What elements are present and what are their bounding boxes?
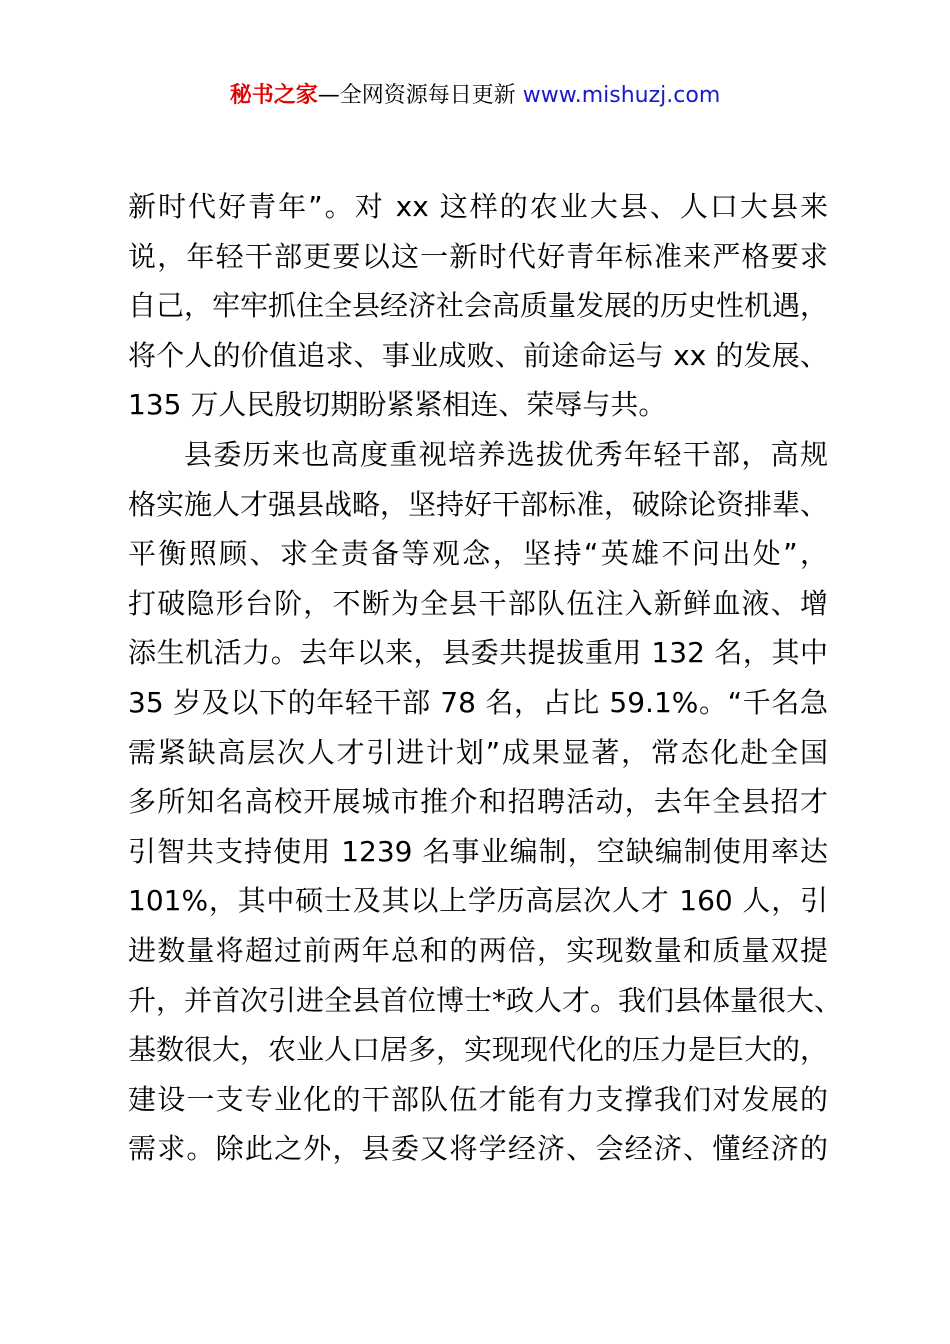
site-url-link[interactable]: www.mishuzj.com (522, 83, 721, 108)
text-line: 进数量将超过前两年总和的两倍，实现数量和质量双提 (128, 933, 828, 967)
text-line: 基数很大，农业人口居多，实现现代化的压力是巨大的， (128, 1033, 829, 1067)
text-line: 自己，牢牢抓住全县经济社会高质量发展的历史性机遇， (128, 289, 829, 323)
text-line: 格实施人才强县战略，坚持好干部标准，破除论资排辈、 (128, 487, 829, 521)
text-line: 引智共支持使用 1239 名事业编制，空缺编制使用率达 (128, 834, 828, 868)
text-line: 35 岁及以下的年轻干部 78 名，占比 59.1%。“千名急 (128, 685, 828, 719)
text-line: 135 万人民殷切期盼紧紧相连、荣辱与共。 (128, 388, 667, 422)
text-line: 多所知名高校开展城市推介和招聘活动，去年全县招才 (128, 785, 828, 819)
text-line: 升，并首次引进全县首位博士*政人才。我们县体量很大、 (128, 983, 843, 1017)
header-slogan: —全网资源每日更新 (317, 83, 523, 108)
text-line: 需求。除此之外，县委又将学经济、会经济、懂经济的 (128, 1132, 828, 1166)
paragraph-1 (128, 182, 828, 430)
brand-name: 秘书之家 (229, 83, 318, 108)
text-line: 县委历来也高度重视培养选拔优秀年轻干部，高规 (184, 437, 828, 471)
text-line: 建设一支专业化的干部队伍才能有力支撑我们对发展的 (128, 1082, 828, 1116)
text-line: 说，年轻干部更要以这一新时代好青年标准来严格要求 (128, 239, 828, 273)
text-line: 需紧缺高层次人才引进计划”成果显著，常态化赴全国 (128, 735, 828, 769)
text-line: 新时代好青年”。对 xx 这样的农业大县、人口大县来 (128, 190, 828, 223)
text-line: 平衡照顾、求全责备等观念，坚持“英雄不问出处”， (128, 537, 828, 571)
page-header (0, 79, 950, 113)
document-body (128, 182, 843, 1174)
text-line: 添生机活力。去年以来，县委共提拔重用 132 名，其中 (128, 636, 828, 670)
text-line: 将个人的价值追求、事业成败、前途命运与 xx 的发展、 (128, 338, 828, 372)
text-line: 101%，其中硕士及其以上学历高层次人才 160 人，引 (128, 884, 828, 918)
text-line: 打破隐形台阶，不断为全县干部队伍注入新鲜血液、增 (128, 586, 828, 620)
paragraph-2 (128, 430, 843, 1174)
